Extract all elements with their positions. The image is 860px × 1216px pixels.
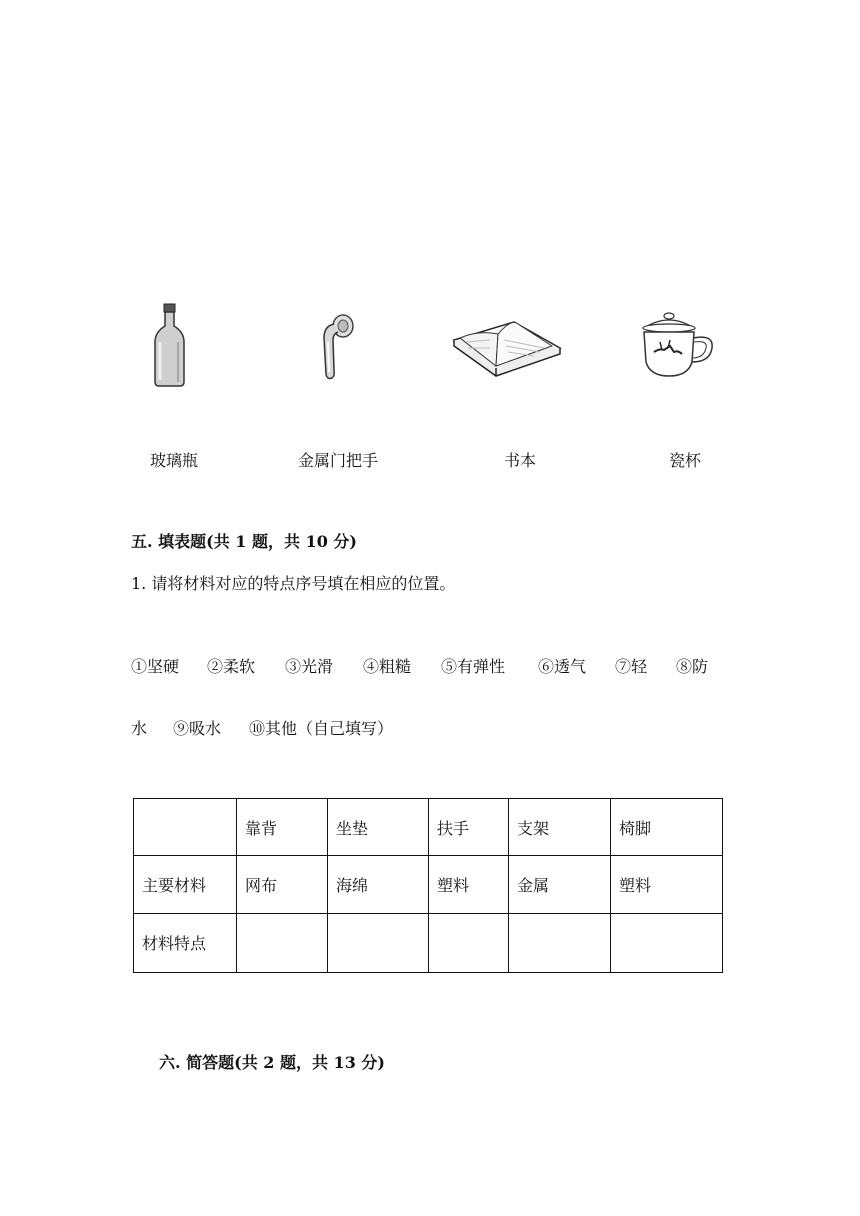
option-4: ④粗糙 bbox=[363, 657, 412, 676]
answer-cell[interactable] bbox=[237, 913, 328, 972]
table-row bbox=[134, 856, 723, 913]
option-3: ③光滑 bbox=[285, 657, 334, 676]
open-book-icon bbox=[448, 310, 566, 382]
option-8-cont: 水 bbox=[131, 719, 148, 738]
option-9: ⑨吸水 bbox=[173, 719, 222, 738]
option-5: ⑤有弹性 bbox=[441, 657, 506, 676]
caption-glass-bottle: 玻璃瓶 bbox=[149, 451, 198, 470]
section-5-heading: 五. 填表题(共 1 题，共 10 分) bbox=[131, 532, 357, 551]
option-7: ⑦轻 bbox=[615, 657, 648, 676]
table-cell: 扶手 bbox=[429, 799, 509, 856]
table-cell: 海绵 bbox=[328, 856, 429, 913]
metal-door-handle-icon bbox=[316, 312, 356, 382]
table-header-row bbox=[134, 799, 723, 856]
option-10: ⑩其他（自己填写） bbox=[249, 719, 394, 738]
porcelain-cup-icon bbox=[636, 308, 718, 380]
table-cell: 塑料 bbox=[429, 856, 509, 913]
caption-porcelain-cup: 瓷杯 bbox=[668, 451, 701, 470]
table-cell: 主要材料 bbox=[134, 856, 237, 913]
option-6: ⑥透气 bbox=[538, 657, 587, 676]
table-row bbox=[134, 913, 723, 972]
section-6-heading: 六. 简答题(共 2 题，共 13 分) bbox=[159, 1053, 385, 1072]
material-table bbox=[133, 798, 723, 973]
question-1-text: 1. 请将材料对应的特点序号填在相应的位置。 bbox=[131, 574, 456, 593]
table-cell: 靠背 bbox=[237, 799, 328, 856]
answer-cell[interactable] bbox=[429, 913, 509, 972]
caption-book: 书本 bbox=[503, 451, 536, 470]
table-cell bbox=[134, 799, 237, 856]
option-8: ⑧防 bbox=[676, 657, 709, 676]
table-cell: 椅脚 bbox=[611, 799, 723, 856]
option-2: ②柔软 bbox=[207, 657, 256, 676]
table-cell: 塑料 bbox=[611, 856, 723, 913]
caption-metal-door-handle: 金属门把手 bbox=[297, 451, 378, 470]
glass-bottle-icon bbox=[148, 302, 192, 388]
option-1: ①坚硬 bbox=[131, 657, 180, 676]
table-cell: 网布 bbox=[237, 856, 328, 913]
table-cell: 材料特点 bbox=[134, 913, 237, 972]
table-cell: 坐垫 bbox=[328, 799, 429, 856]
answer-cell[interactable] bbox=[509, 913, 611, 972]
table-cell: 金属 bbox=[509, 856, 611, 913]
answer-cell[interactable] bbox=[328, 913, 429, 972]
answer-cell[interactable] bbox=[611, 913, 723, 972]
table-cell: 支架 bbox=[509, 799, 611, 856]
